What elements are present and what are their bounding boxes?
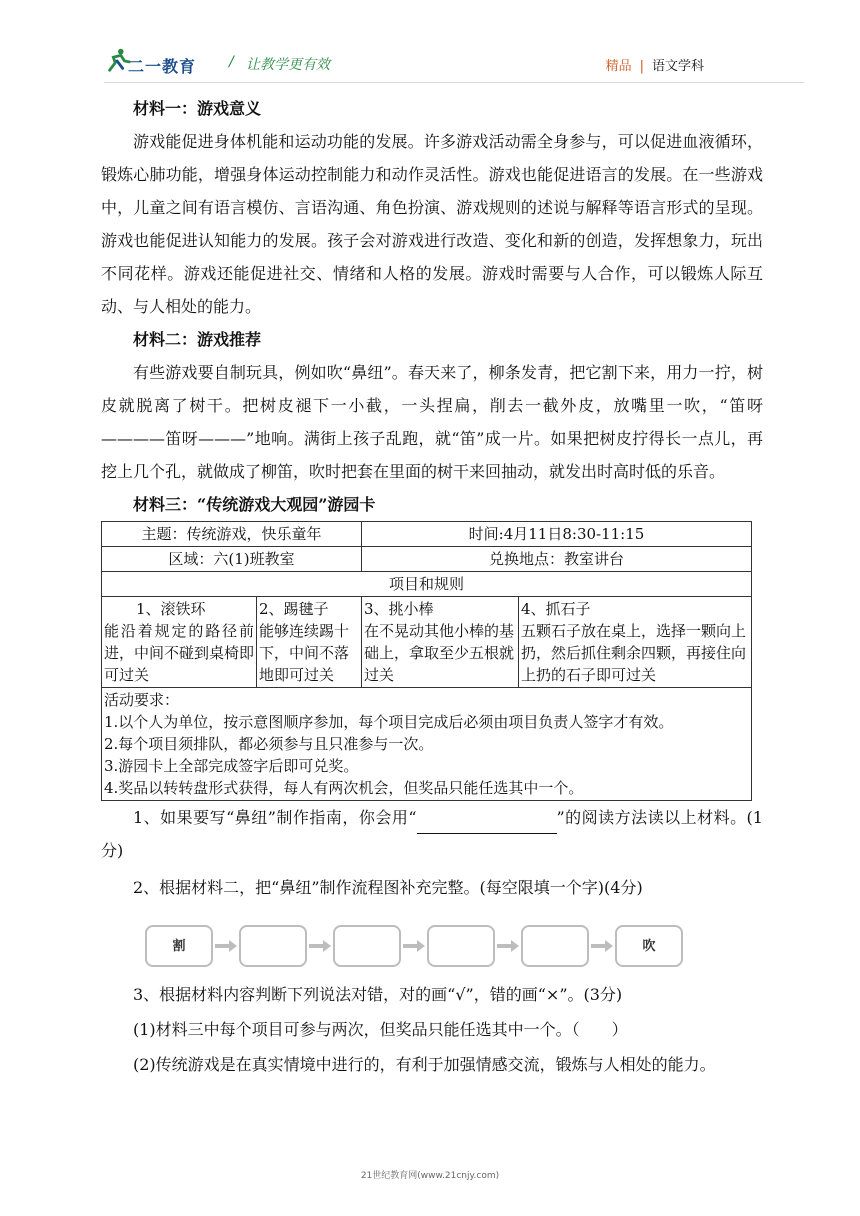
question-3-1: (1)材料三中每个项目可参与两次，但奖品只能任选其中一个。（ ） bbox=[133, 1020, 628, 1039]
item-name: 3、挑小棒 bbox=[364, 600, 434, 618]
subject-label: 语文学科 bbox=[651, 59, 704, 74]
requirement-item: 2.每个项目须排队，都必须参与且只准参与一次。 bbox=[104, 735, 434, 753]
material1-body: 游戏能促进身体机能和运动功能的发展。许多游戏活动需全身参与，可以促进血液循环，锻炼心肺功能，增强身体运动控制能力和动作灵活性。游戏也能促进语言的发展。在一些游戏中，儿童之间有语言模仿、言语沟通、角色扮演、游戏规则的述说与解释等语言形式的呈现。游戏也能促进认知能力的发展。孩子会对游戏进行改造、变化和新的创造，发挥想象力，玩出不同花样。游戏还能促进社交、情绪和人格的发展。游戏时需要与人合作，可以锻炼人际互动、与人相处的能力。 bbox=[101, 132, 763, 316]
exchange-cell: 兑换地点：教室讲台 bbox=[362, 547, 752, 572]
flow-blank-box[interactable] bbox=[333, 925, 401, 967]
question-2: 2、根据材料二，把“鼻纽”制作流程图补充完整。(每空限填一个字)(4分) bbox=[133, 878, 643, 897]
requirement-item: 3.游园卡上全部完成签字后即可兑奖。 bbox=[104, 757, 359, 775]
flow-blank-box[interactable] bbox=[427, 925, 495, 967]
requirement-item: 1.以个人为单位，按示意图顺序参加，每个项目完成后必须由项目负责人签字才有效。 bbox=[104, 713, 674, 731]
item-name: 1、滚铁环 bbox=[136, 600, 206, 618]
material2-body: 有些游戏要自制玩具，例如吹“鼻纽”。春天来了，柳条发青，把它割下来，用力一拧，树皮就脱离了树干。把树皮褪下一小截，一头捏扁，削去一截外皮，放嘴里一吹，“笛呀————笛呀———”地响。满街上孩子乱跑，就“笛”成一片。如果把树皮拧得长一点儿，再挖上几个孔，就做成了柳笛，吹时把套在里面的树干来回抽动，就发出时高时低的乐音。 bbox=[101, 363, 763, 481]
page-footer: 21世纪教育网(www.21cnjy.com) bbox=[360, 1171, 500, 1181]
table-row bbox=[102, 688, 752, 801]
item-rule: 能沿着规定的路径前进，中间不碰到桌椅即可过关 bbox=[104, 622, 255, 684]
flow-blank-box[interactable] bbox=[521, 925, 589, 967]
question-3: 3、根据材料内容判断下列说法对错，对的画“√”，错的画“×”。(3分) bbox=[133, 985, 623, 1004]
question-3-2: (2)传统游戏是在真实情境中进行的，有利于加强情感交流，锻炼与人相处的能力。 bbox=[133, 1055, 716, 1074]
rules-header-cell: 项目和规则 bbox=[102, 572, 752, 597]
item-rule: 五颗石子放在桌上，选择一颗向上扔，然后抓住剩余四颗，再接住向上扔的石子即可过关 bbox=[521, 622, 747, 684]
flow-blank-box[interactable] bbox=[239, 925, 307, 967]
page-header bbox=[104, 44, 764, 84]
theme-cell: 主题：传统游戏，快乐童年 bbox=[102, 522, 362, 547]
header-right bbox=[606, 55, 704, 74]
material3-title: 材料三：“传统游戏大观园”游园卡 bbox=[133, 495, 376, 514]
material1-title: 材料一：游戏意义 bbox=[133, 99, 262, 118]
area-cell: 区域：六(1)班教室 bbox=[102, 547, 362, 572]
table-row bbox=[102, 572, 752, 597]
header-divider: | bbox=[639, 59, 644, 74]
quality-label: 精品 bbox=[605, 59, 632, 74]
item-cell bbox=[102, 597, 257, 688]
item-rule: 能够连续踢十下，中间不落地即可过关 bbox=[259, 622, 350, 684]
time-cell: 时间:4月11日8:30-11:15 bbox=[362, 522, 752, 547]
material2-title: 材料二：游戏推荐 bbox=[133, 330, 262, 349]
arrow-right-icon bbox=[403, 940, 425, 952]
item-cell bbox=[362, 597, 519, 688]
requirements-cell bbox=[102, 688, 752, 801]
arrow-right-icon bbox=[215, 940, 237, 952]
brand-slogan: 让教学更有效 bbox=[246, 57, 330, 73]
arrow-right-icon bbox=[497, 940, 519, 952]
answer-blank[interactable] bbox=[417, 813, 557, 834]
flowchart bbox=[145, 922, 763, 970]
requirement-item: 4.奖品以转转盘形式获得，每人有两次机会，但奖品只能任选其中一个。 bbox=[104, 779, 584, 797]
flow-step-first: 割 bbox=[145, 925, 213, 967]
arrow-right-icon bbox=[309, 940, 331, 952]
question-1-text-before: 1、如果要写“鼻纽”制作指南，你会用“ bbox=[133, 808, 417, 827]
table-row bbox=[102, 597, 752, 688]
flow-step-last: 吹 bbox=[615, 925, 683, 967]
question-1-text-after: ”的阅读方法读以上材料。(1分) bbox=[101, 808, 763, 860]
question-1 bbox=[101, 801, 763, 867]
item-cell bbox=[257, 597, 362, 688]
table-row bbox=[102, 547, 752, 572]
header-slash: / bbox=[229, 54, 234, 70]
arrow-right-icon bbox=[591, 940, 613, 952]
requirements-title: 活动要求： bbox=[104, 691, 180, 709]
header-rule bbox=[104, 82, 804, 83]
brand-name: 二一教育 bbox=[128, 57, 197, 76]
item-rule: 在不晃动其他小棒的基础上，拿取至少五根就过关 bbox=[364, 622, 515, 684]
park-card-table bbox=[101, 521, 752, 801]
table-row bbox=[102, 522, 752, 547]
item-name: 4、抓石子 bbox=[521, 600, 591, 618]
item-cell bbox=[519, 597, 752, 688]
document-body bbox=[101, 92, 763, 1081]
item-name: 2、踢毽子 bbox=[259, 600, 329, 618]
